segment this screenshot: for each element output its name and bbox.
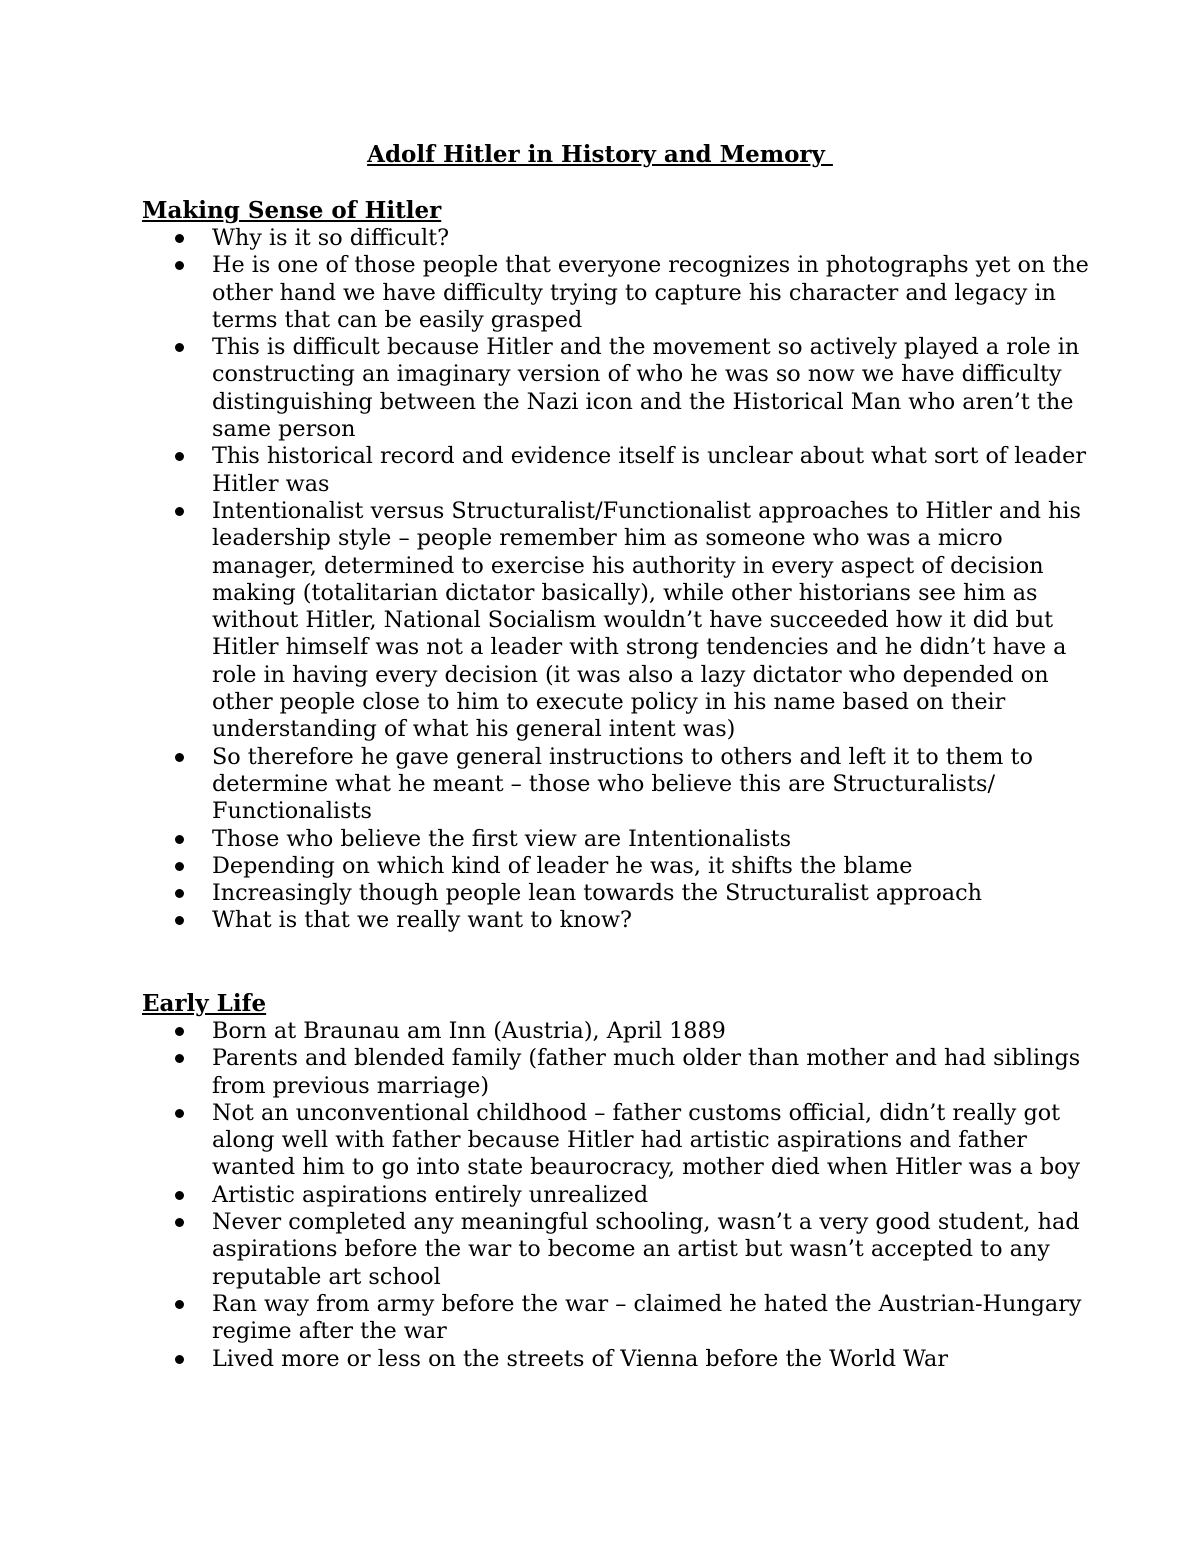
list-item-text: Ran way from army before the war – claimed he hated the Austrian-Hungary regime after the war — [212, 1290, 1082, 1345]
section-making-sense-of-hitler — [142, 197, 1092, 935]
list-item-text: Lived more or less on the streets of Vienna before the World War — [212, 1345, 948, 1372]
list-item — [142, 880, 1092, 907]
bullet-icon — [175, 261, 184, 270]
bullet-icon — [175, 1218, 184, 1227]
list-item-text: Born at Braunau am Inn (Austria), April 1889 — [212, 1018, 726, 1044]
bullet-icon — [175, 507, 184, 516]
bullet-icon — [175, 343, 184, 352]
list-item — [142, 225, 1092, 252]
bullet-icon — [175, 1054, 184, 1063]
list-item — [142, 443, 1092, 498]
bullet-list — [142, 1018, 1092, 1373]
bullet-icon — [175, 1355, 184, 1364]
list-item-text: So therefore he gave general instructions to others and left it to them to determine what he meant – those who believe this are Structuralists/ Functionalists — [212, 743, 1033, 825]
list-item-text: He is one of those people that everyone recognizes in photographs yet on the other hand we have difficulty trying to capture his character and legacy in terms that can be easily grasped — [212, 252, 1089, 333]
section-heading: Early Life — [142, 990, 267, 1017]
list-item-text: What is that we really want to know? — [212, 907, 632, 934]
list-item — [142, 498, 1092, 744]
list-item-text: Artistic aspirations entirely unrealized — [212, 1181, 649, 1208]
list-item-text: Those who believe the first view are Intentionalists — [212, 825, 792, 852]
bullet-list — [142, 225, 1092, 935]
list-item — [142, 1100, 1092, 1182]
list-item-text: Intentionalist versus Structuralist/Functionalist approaches to Hitler and his leadership style – people remember him as someone who was a micro manager, determined to exercise his authority in every aspect of decision making (totalitarian dictator basically), while other historians see him as without Hitler, National Socialism wouldn’t have succeeded how it did but Hitler himself was not a leader with strong tendencies and he didn’t have a role in having every decision (it was also a lazy dictator who depended on other people close to him to execute policy in his name based on their understanding of what his general intent was) — [212, 497, 1081, 743]
bullet-icon — [175, 1191, 184, 1200]
list-item-text: This historical record and evidence itself is unclear about what sort of leader Hitler was — [212, 443, 1087, 497]
list-item — [142, 907, 1092, 934]
list-item-text: This is difficult because Hitler and the movement so actively played a role in constructing an imaginary version of who he was so now we have difficulty distinguishing between the Nazi icon and the Historical Man who aren’t the same person — [212, 334, 1080, 443]
document-title-text: Adolf Hitler in History and Memory — [367, 141, 833, 168]
list-item-text: Never completed any meaningful schooling, wasn’t a very good student, had aspirations before the war to become an artist but wasn’t accepted to any reputable art school — [212, 1209, 1080, 1290]
list-item — [142, 1045, 1092, 1100]
bullet-icon — [175, 1300, 184, 1309]
section-heading: Making Sense of Hitler — [142, 197, 442, 224]
list-item — [142, 252, 1092, 334]
bullet-icon — [175, 1027, 184, 1036]
bullet-icon — [175, 1109, 184, 1118]
list-item-text: Depending on which kind of leader he was, it shifts the blame — [212, 852, 913, 879]
list-item-text: Increasingly though people lean towards the Structuralist approach — [212, 880, 982, 907]
list-item-text: Parents and blended family (father much older than mother and had siblings from previous marriage) — [212, 1045, 1081, 1099]
bullet-icon — [175, 753, 184, 762]
bullet-icon — [175, 835, 184, 844]
bullet-icon — [175, 452, 184, 461]
bullet-icon — [175, 916, 184, 925]
list-item-text: Why is it so difficult? — [212, 225, 450, 251]
bullet-icon — [175, 234, 184, 243]
list-item — [142, 1018, 1092, 1045]
list-item — [142, 1291, 1092, 1346]
list-item — [142, 1182, 1092, 1209]
list-item — [142, 853, 1092, 880]
list-item — [142, 1209, 1092, 1291]
list-item — [142, 744, 1092, 826]
section-early-life — [142, 990, 1092, 1373]
bullet-icon — [175, 889, 184, 898]
list-item-text: Not an unconventional childhood – father customs official, didn’t really got along well with father because Hitler had artistic aspirations and father wanted him to go into state beaurocracy, mother died when Hitler was a boy — [212, 1099, 1081, 1181]
list-item — [142, 1346, 1092, 1373]
bullet-icon — [175, 862, 184, 871]
list-item — [142, 334, 1092, 443]
document-title — [0, 141, 1200, 169]
list-item — [142, 826, 1092, 853]
